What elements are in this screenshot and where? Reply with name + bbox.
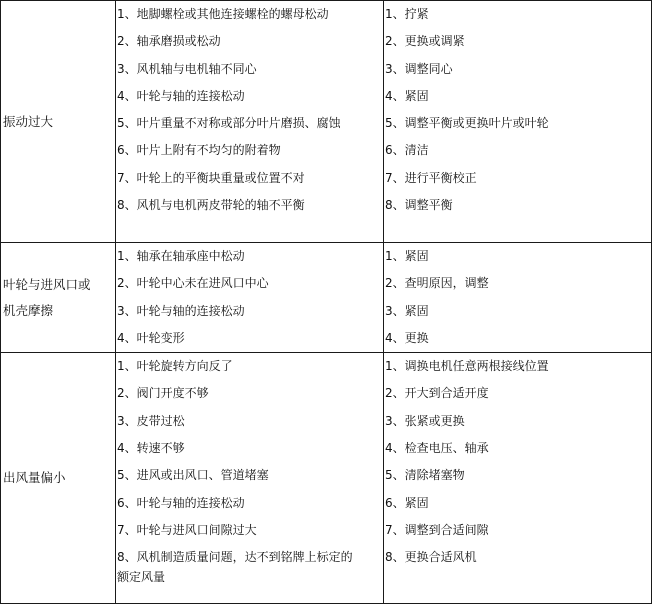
- table-row: [1, 353, 652, 604]
- remedy-item: 4、检查电压、轴承: [385, 441, 489, 456]
- cause-item: 3、皮带过松: [117, 413, 185, 428]
- cause-item: 4、叶轮与轴的连接松动: [117, 88, 245, 103]
- cause-item: 3、叶轮与轴的连接松动: [117, 303, 245, 318]
- cause-item: 2、阀门开度不够: [117, 386, 209, 401]
- remedy-item: 5、清除堵塞物: [385, 468, 465, 483]
- remedies-cell: [384, 353, 652, 604]
- remedy-item: 2、开大到合适开度: [385, 386, 489, 401]
- symptom-text: 振动过大: [3, 113, 54, 129]
- cause-item: 5、进风或出风口、管道堵塞: [117, 468, 269, 483]
- symptom-text: 机壳摩擦: [3, 302, 54, 318]
- remedy-item: 8、更换合适风机: [385, 550, 477, 565]
- cause-item: 4、转速不够: [117, 441, 185, 456]
- remedies-cell: [384, 243, 652, 353]
- cause-item: 2、叶轮中心未在进风口中心: [117, 276, 269, 291]
- cause-item: 7、叶轮上的平衡块重量或位置不对: [117, 170, 305, 185]
- cause-item: 4、叶轮变形: [117, 330, 185, 345]
- remedy-item: 7、进行平衡校正: [385, 170, 477, 185]
- cause-item: 3、风机轴与电机轴不同心: [117, 61, 257, 76]
- cause-item: 8、风机制造质量问题，达不到铭牌上标定的: [117, 550, 353, 565]
- remedies-cell: [384, 1, 652, 243]
- remedy-item: 1、调换电机任意两根接线位置: [385, 359, 549, 374]
- cause-item: 7、叶轮与进风口间隙过大: [117, 522, 257, 537]
- symptom-text: 出风量偏小: [3, 470, 66, 486]
- remedy-item: 6、清洁: [385, 143, 429, 158]
- cause-item: 5、叶片重量不对称或部分叶片磨损、腐蚀: [117, 116, 341, 131]
- remedy-item: 2、查明原因，调整: [385, 276, 489, 291]
- cause-item: 1、轴承在轴承座中松动: [117, 249, 245, 263]
- remedy-item: 3、调整同心: [385, 61, 453, 76]
- cause-item: 6、叶片上附有不均匀的附着物: [117, 143, 281, 158]
- symptom-cell: [1, 353, 116, 604]
- remedy-item: 3、张紧或更换: [385, 413, 465, 428]
- symptom-cell: [1, 1, 116, 243]
- symptom-cell: [1, 243, 116, 353]
- remedy-item: 7、调整到合适间隙: [385, 522, 489, 537]
- remedy-item: 2、更换或调紧: [385, 34, 465, 49]
- remedy-item: 5、调整平衡或更换叶片或叶轮: [385, 116, 549, 131]
- cause-item: 6、叶轮与轴的连接松动: [117, 495, 245, 510]
- table-row: [1, 243, 652, 353]
- table-row: [1, 1, 652, 243]
- remedy-item: 6、紧固: [385, 495, 429, 510]
- remedy-item: 1、紧固: [385, 249, 429, 263]
- remedy-item: 8、调整平衡: [385, 198, 453, 213]
- causes-cell: [116, 243, 384, 353]
- cause-item: 8、风机与电机两皮带轮的轴不平衡: [117, 198, 305, 213]
- remedy-item: 4、更换: [385, 330, 429, 345]
- cause-item: 2、轴承磨损或松动: [117, 34, 221, 49]
- cause-item: 1、叶轮旋转方向反了: [117, 359, 233, 374]
- causes-cell: [116, 353, 384, 604]
- remedy-item: 1、拧紧: [385, 7, 429, 21]
- cause-item-continued: 额定风量: [117, 570, 166, 585]
- cause-item: 1、地脚螺栓或其他连接螺栓的螺母松动: [117, 7, 329, 21]
- remedy-item: 4、紧固: [385, 88, 429, 103]
- symptom-text: 叶轮与进风口或: [3, 276, 91, 292]
- causes-cell: [116, 1, 384, 243]
- remedy-item: 3、紧固: [385, 303, 429, 318]
